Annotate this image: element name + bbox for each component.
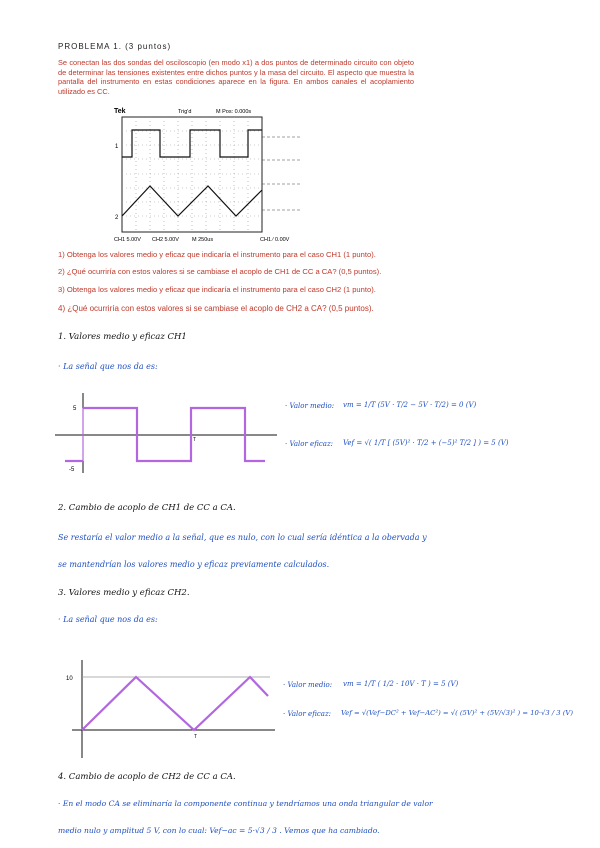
scope-brand: Tek — [114, 108, 126, 115]
scope-footer-trig: CH1 ⁄ 0.00V — [260, 237, 290, 243]
section-3-subtitle: · La señal que nos da es: — [58, 615, 158, 624]
section-1-subtitle: · La señal que nos da es: — [58, 362, 158, 371]
section-2-heading: 2. Cambio de acoplo de CH1 de CC a CA. — [58, 503, 236, 513]
ch1-medio-label: · Valor medio: — [285, 402, 335, 410]
oscilloscope-figure — [112, 104, 312, 244]
section-2-line-1: Se restaría el valor medio a la señal, que es nulo, con lo cual sería idéntica a la obervada y — [58, 533, 427, 542]
ch2-medio-formula: vm = 1/T ( 1/2 · 10V · T ) = 5 (V) — [343, 680, 459, 688]
problem-intro: Se conectan las dos sondas del osciloscopio (en modo x1) a dos puntos de determinado circuito con objeto de determinar las tensiones existentes entre dichos puntos y la masa del circuito. El aspecto que muestra la pantalla del instrumento en estas condiciones aparece en la figura. En ambos canales el acoplamiento utilizado es CC. — [58, 58, 414, 96]
scope-footer-ch2: CH2 5.00V — [152, 237, 179, 243]
scope-footer-m: M 250us — [192, 237, 214, 243]
problem-title: PROBLEMA 1. (3 puntos) — [58, 42, 172, 51]
section-4-line-1: · En el modo CA se eliminaría la componente continua y tendríamos una onda triangular de valor — [58, 799, 433, 808]
section-4-line-2: medio nulo y amplitud 5 V, con lo cual: Vef−ac = 5·√3 / 3 . Vemos que ha cambiado. — [58, 826, 380, 835]
scope-mpos: M Pos: 0.000s — [216, 109, 252, 115]
section-4-heading: 4. Cambio de acoplo de CH2 de CC a CA. — [58, 772, 236, 782]
ch2-graph-t-label: T — [194, 734, 198, 740]
section-3-heading: 3. Valores medio y eficaz CH2. — [58, 588, 190, 598]
ch1-graph — [55, 393, 280, 478]
scope-footer-ch1: CH1 5.00V — [114, 237, 141, 243]
question-3: 3) Obtenga los valores medio y eficaz que indicaría el instrumento para el caso CH2 (1 punto). — [58, 285, 376, 294]
ch2-eficaz-formula: Vef = √(Vef−DC² + Vef−AC²) = √( (5V)² + (5V/√3)² ) = 10·√3 / 3 (V) — [341, 709, 573, 717]
ch1-eficaz-formula: Vef = √( 1/T [ (5V)² · T/2 + (−5)² T/2 ] ) = 5 (V) — [343, 439, 509, 447]
ch2-graph-wave — [82, 677, 268, 730]
scope-trig: Trig'd — [178, 109, 192, 115]
section-2-line-2: se mantendrían los valores medio y eficaz previamente calculados. — [58, 560, 330, 569]
ch1-graph-y-bottom: -5 — [69, 467, 75, 473]
ch2-eficaz-label: · Valor eficaz: — [283, 710, 332, 718]
ch1-graph-t-label: T — [193, 437, 197, 443]
ch2-medio-label: · Valor medio: — [283, 681, 333, 689]
ch1-medio-formula: vm = 1/T (5V · T/2 − 5V · T/2) = 0 (V) — [343, 401, 477, 409]
ch2-graph-y-top: 10 — [66, 676, 73, 682]
question-1: 1) Obtenga los valores medio y eficaz que indicaría el instrumento para el caso CH1 (1 punto). — [58, 250, 376, 259]
ch1-eficaz-label: · Valor eficaz: — [285, 440, 334, 448]
ch1-marker: 1 — [115, 144, 119, 150]
section-1-heading: 1. Valores medio y eficaz CH1 — [58, 332, 187, 342]
ch2-marker: 2 — [115, 215, 119, 221]
question-2: 2) ¿Qué ocurriría con estos valores si se cambiase el acoplo de CH1 de CC a CA? (0,5 puntos). — [58, 267, 382, 276]
ch1-graph-y-top: 5 — [73, 406, 77, 412]
ch2-graph — [60, 650, 280, 765]
question-4: 4) ¿Qué ocurriría con estos valores si se cambiase el acoplo de CH2 a CA? (0,5 puntos). — [58, 304, 374, 313]
